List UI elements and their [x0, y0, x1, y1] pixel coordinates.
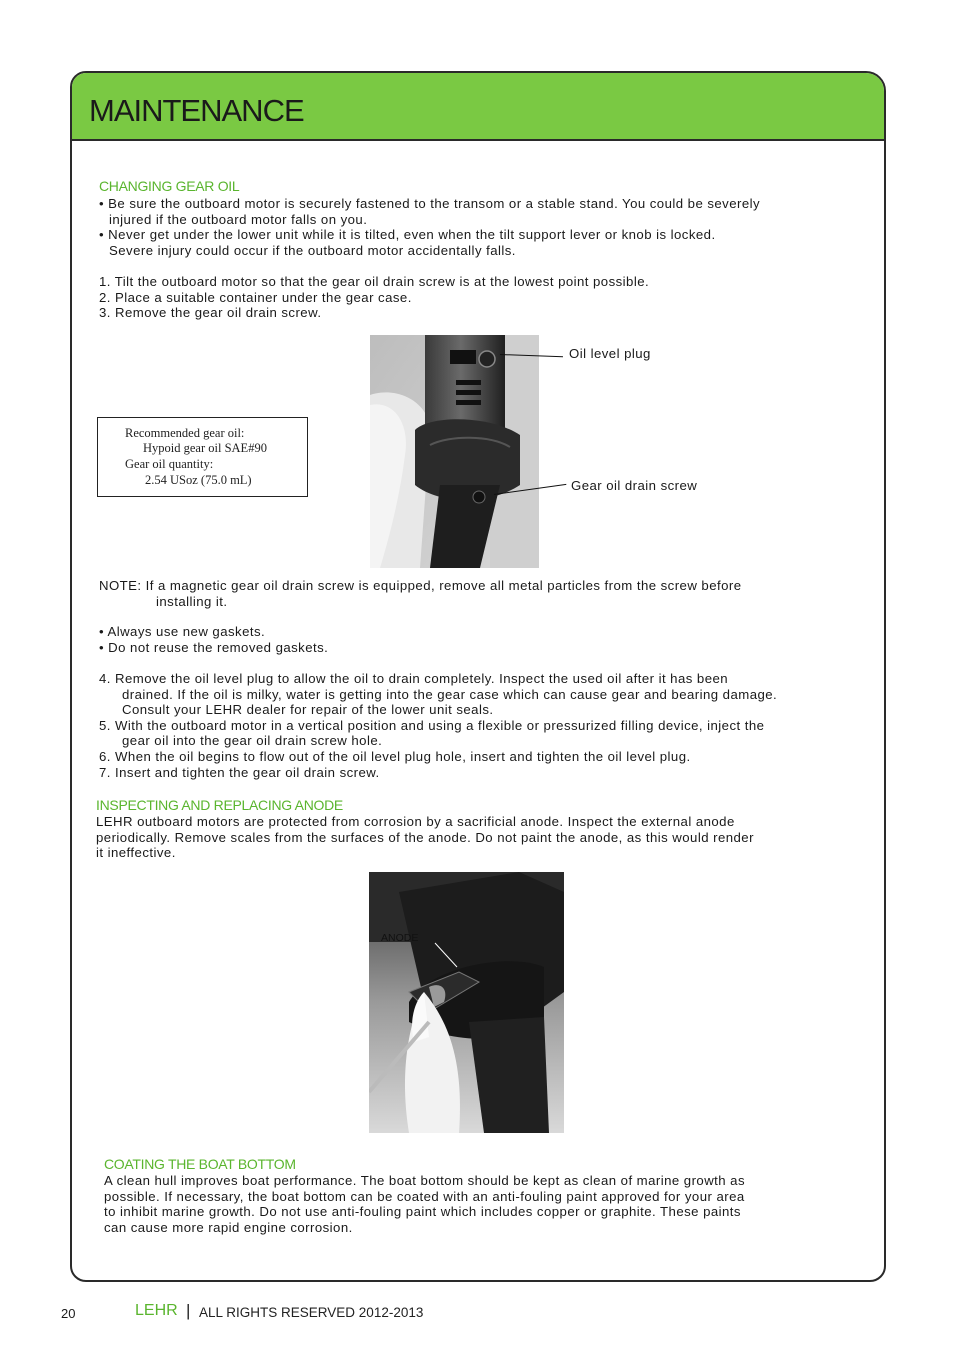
footer-rights: ALL RIGHTS RESERVED 2012-2013 — [199, 1305, 424, 1320]
step-line: gear oil into the gear oil drain screw hole. — [122, 733, 383, 749]
footer-separator: | — [186, 1301, 191, 1320]
header-banner — [72, 73, 884, 141]
step-line: 2. Place a suitable container under the gear case. — [99, 289, 412, 305]
spec-line: 2.54 USoz (75.0 mL) — [145, 473, 252, 487]
paragraph-line: periodically. Remove scales from the surfaces of the anode. Do not paint the anode, as this would render — [96, 829, 754, 845]
gear-oil-spec-box — [97, 417, 308, 497]
step-line: 7. Insert and tighten the gear oil drain screw. — [99, 764, 380, 780]
gear-case-photo — [370, 335, 539, 568]
warning-line: Severe injury could occur if the outboard motor accidentally falls. — [109, 242, 516, 258]
warning-line: • Never get under the lower unit while it is tilted, even when the tilt support lever or knob is locked. — [99, 227, 716, 243]
paragraph-line: to inhibit marine growth. Do not use anti-fouling paint which includes copper or graphite. These paints — [104, 1204, 741, 1220]
step-line: Consult your LEHR dealer for repair of the lower unit seals. — [122, 702, 494, 718]
step-line: 3. Remove the gear oil drain screw. — [99, 305, 322, 321]
bullet-line: • Always use new gaskets. — [99, 624, 266, 639]
paragraph-line: LEHR outboard motors are protected from corrosion by a sacrificial anode. Inspect the external anode — [96, 814, 735, 829]
warning-line: • Be sure the outboard motor is securely fastened to the transom or a stable stand. You could be severely — [99, 196, 761, 211]
gear-oil-steps-1-3 — [99, 274, 649, 321]
footer-brand: LEHR — [135, 1302, 178, 1319]
section-heading-gear-oil: CHANGING GEAR OIL — [99, 178, 240, 194]
gear-oil-warnings — [99, 196, 760, 258]
paragraph-line: it ineffective. — [96, 845, 176, 861]
paragraph-line: A clean hull improves boat performance. The boat bottom should be kept as clean of marine growth as — [104, 1173, 746, 1188]
step-line: 4. Remove the oil level plug to allow the oil to drain completely. Inspect the used oil after it has been — [99, 671, 729, 686]
spec-line: Recommended gear oil: — [125, 426, 245, 440]
anode-photo-label: ANODE — [381, 932, 419, 944]
page-number: 20 — [61, 1306, 76, 1321]
callout-oil-level-plug: Oil level plug — [569, 346, 651, 361]
section-heading-anode: INSPECTING AND REPLACING ANODE — [96, 797, 343, 813]
step-line: 1. Tilt the outboard motor so that the gear oil drain screw is at the lowest point possible. — [99, 274, 650, 289]
gear-oil-steps-4-7 — [99, 671, 777, 780]
step-line: 6. When the oil begins to flow out of the oil level plug hole, insert and tighten the oil level plug. — [99, 748, 691, 764]
gasket-bullets — [99, 624, 328, 655]
paragraph-line: possible. If necessary, the boat bottom can be coated with an anti-fouling paint approved for your area — [104, 1188, 745, 1204]
gear-oil-note — [99, 578, 742, 609]
anode-illustration — [369, 872, 564, 1133]
anode-paragraph — [96, 814, 754, 861]
bullet-line: • Do not reuse the removed gaskets. — [99, 639, 329, 655]
callout-gear-oil-drain-screw: Gear oil drain screw — [571, 478, 698, 493]
step-line: 5. With the outboard motor in a vertical position and using a flexible or pressurized filling device, inject the — [99, 717, 765, 733]
anode-photo — [369, 872, 564, 1133]
note-line: installing it. — [156, 593, 228, 609]
paragraph-line: can cause more rapid engine corrosion. — [104, 1219, 353, 1235]
step-line: drained. If the oil is milky, water is getting into the gear case which can cause gear and bearing damage. — [122, 686, 778, 702]
section-heading-coating: COATING THE BOAT BOTTOM — [104, 1156, 296, 1172]
page-title: MAINTENANCE — [89, 93, 304, 128]
coating-paragraph — [104, 1173, 745, 1235]
gear-case-illustration — [370, 335, 539, 568]
warning-line: injured if the outboard motor falls on you. — [109, 211, 368, 227]
note-line: NOTE: If a magnetic gear oil drain screw is equipped, remove all metal particles from the screw before — [99, 578, 742, 593]
spec-line: Hypoid gear oil SAE#90 — [143, 441, 267, 455]
spec-line: Gear oil quantity: — [125, 457, 214, 471]
